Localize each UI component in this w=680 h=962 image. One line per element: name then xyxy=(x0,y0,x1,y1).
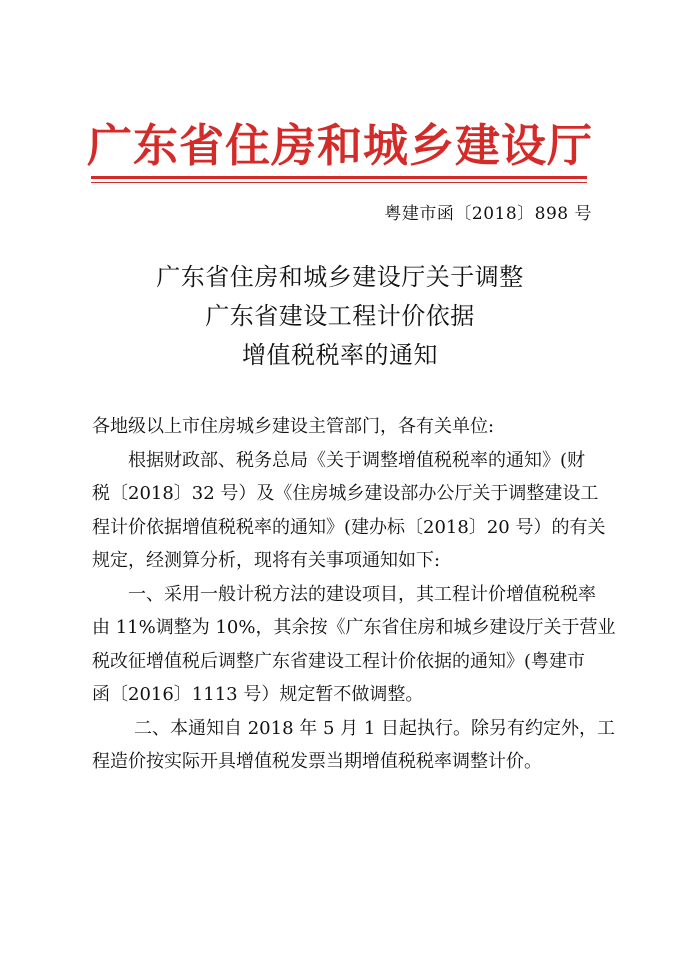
para2-line-1: 一、采用一般计税方法的建设项目，其工程计价增值税税率 xyxy=(128,583,596,605)
masthead-title: 广东省住房和城乡建设厅 xyxy=(86,119,593,172)
document-title xyxy=(0,258,680,375)
masthead-rule-thin xyxy=(91,182,587,183)
para2-line-2: 由 11%调整为 10%，其余按《广东省住房和城乡建设厅关于营业 xyxy=(92,617,616,638)
title-line-2: 广东省建设工程计价依据 xyxy=(205,302,475,330)
title-line-1: 广东省住房和城乡建设厅关于调整 xyxy=(156,263,524,291)
document-body xyxy=(92,410,616,779)
salutation: 各地级以上市住房城乡建设主管部门，各有关单位: xyxy=(92,416,495,437)
title-line-3: 增值税税率的通知 xyxy=(242,341,438,369)
para3-line-2: 程造价按实际开具增值税发票当期增值税税率调整计价。 xyxy=(92,751,542,772)
para3-line-1: 二、本通知自 2018 年 5 月 1 日起执行。除另有约定外，工 xyxy=(134,717,616,739)
para1-line-1: 根据财政部、税务总局《关于调整增值税税率的通知》(财 xyxy=(128,449,586,471)
para1-line-2: 税〔2018〕32 号）及《住房城乡建设部办公厅关于调整建设工 xyxy=(92,483,599,504)
para2-line-4: 函〔2016〕1113 号）规定暂不做调整。 xyxy=(92,684,424,705)
document-number: 粤建市函〔2018〕898 号 xyxy=(384,204,592,224)
masthead-rule-thick xyxy=(91,176,587,179)
para1-line-3: 程计价依据增值税税率的通知》(建办标〔2018〕20 号）的有关 xyxy=(92,516,606,538)
para2-line-3: 税改征增值税后调整广东省建设工程计价依据的通知》(粤建市 xyxy=(92,650,586,672)
para1-line-4: 规定，经测算分析，现将有关事项通知如下: xyxy=(92,550,441,571)
